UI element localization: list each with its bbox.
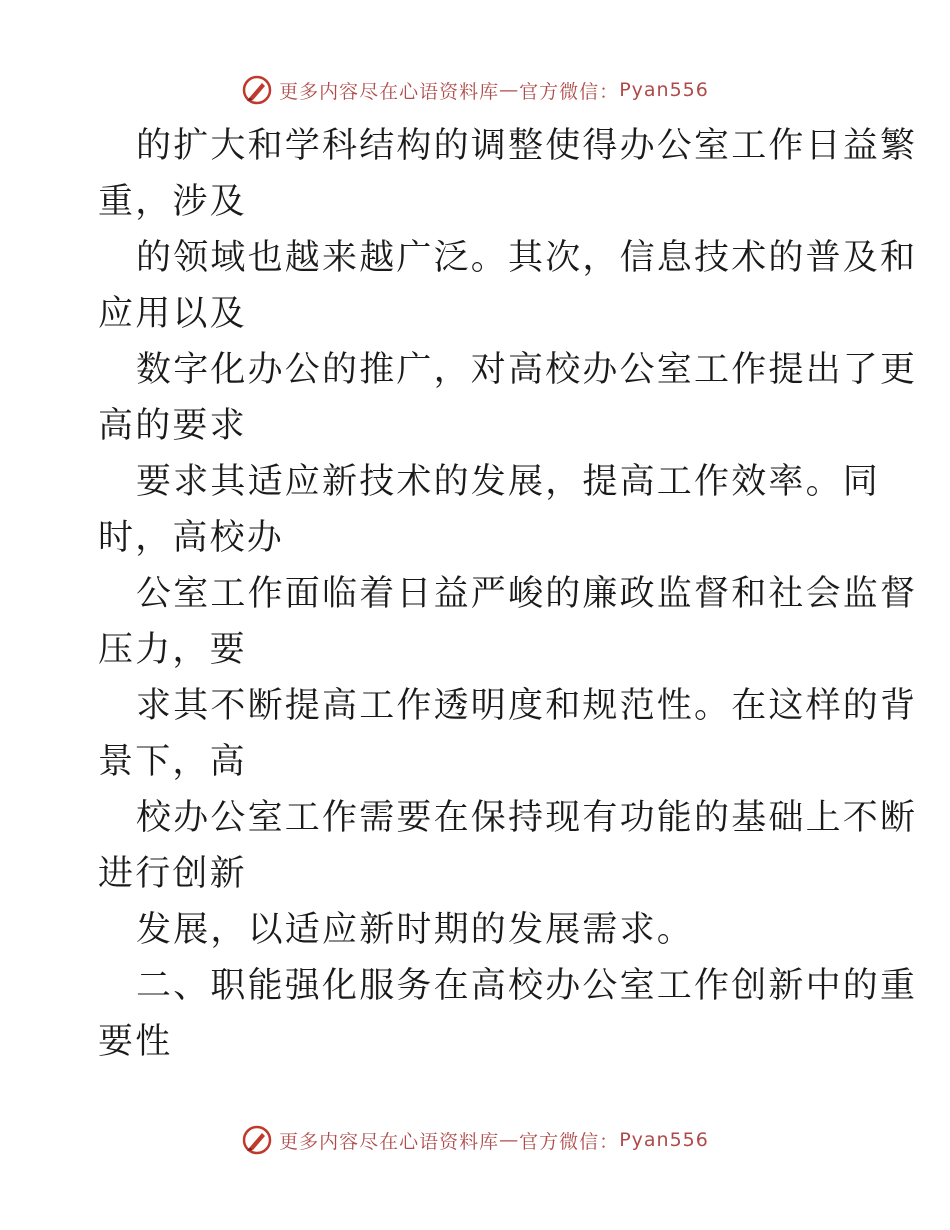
paragraph-line: 的领域也越来越广泛。其次，信息技术的普及和 — [136, 238, 918, 278]
paragraph-line: 发展，以适应新时期的发展需求。 — [136, 910, 695, 950]
paragraph — [98, 678, 918, 790]
paragraph — [98, 342, 918, 454]
document-body — [98, 118, 918, 1070]
watermark-banner-bottom — [0, 1120, 950, 1160]
paragraph-line: 进行创新 — [98, 854, 247, 894]
paragraph — [98, 790, 918, 902]
paragraph-line: 时，高校办 — [98, 518, 285, 558]
section-heading — [98, 958, 918, 1070]
paragraph — [98, 230, 918, 342]
watermark-site-text: 更多内容尽在心语资料库 — [279, 1130, 500, 1153]
paragraph-line: 要求其适应新技术的发展，提高工作效率。同 — [136, 462, 881, 502]
paragraph — [98, 566, 918, 678]
paragraph-line: 重，涉及 — [98, 182, 247, 222]
watermark-wechat-label: 官方微信： — [519, 1130, 620, 1153]
paragraph — [98, 454, 881, 566]
paragraph-line: 景下，高 — [98, 742, 247, 782]
paragraph-line: 要性 — [98, 1022, 173, 1062]
paragraph — [98, 118, 918, 230]
watermark-wechat-label: 官方微信： — [519, 80, 620, 103]
paragraph-line: 数字化办公的推广，对高校办公室工作提出了更 — [136, 350, 918, 390]
paragraph — [98, 902, 858, 958]
watermark-wechat-id: Pyan556 — [619, 79, 709, 101]
paragraph-line: 求其不断提高工作透明度和规范性。在这样的背 — [136, 686, 918, 726]
watermark-banner-top — [0, 70, 950, 110]
paragraph-line: 公室工作面临着日益严峻的廉政监督和社会监督 — [136, 574, 918, 614]
paragraph-line: 校办公室工作需要在保持现有功能的基础上不断 — [136, 798, 918, 838]
watermark-site-text: 更多内容尽在心语资料库 — [279, 80, 500, 103]
watermark-dash: — — [499, 1129, 520, 1151]
paragraph-line: 压力，要 — [98, 630, 247, 670]
watermark-dash: — — [499, 79, 520, 101]
paragraph-line: 的扩大和学科结构的调整使得办公室工作日益繁 — [136, 126, 918, 166]
paragraph-line: 二、职能强化服务在高校办公室工作创新中的重 — [136, 966, 918, 1006]
watermark-wechat-id: Pyan556 — [619, 1129, 709, 1151]
paragraph-line: 应用以及 — [98, 294, 247, 334]
pen-logo-icon — [241, 74, 273, 106]
paragraph-line: 高的要求 — [98, 406, 247, 446]
pen-logo-icon — [241, 1124, 273, 1156]
